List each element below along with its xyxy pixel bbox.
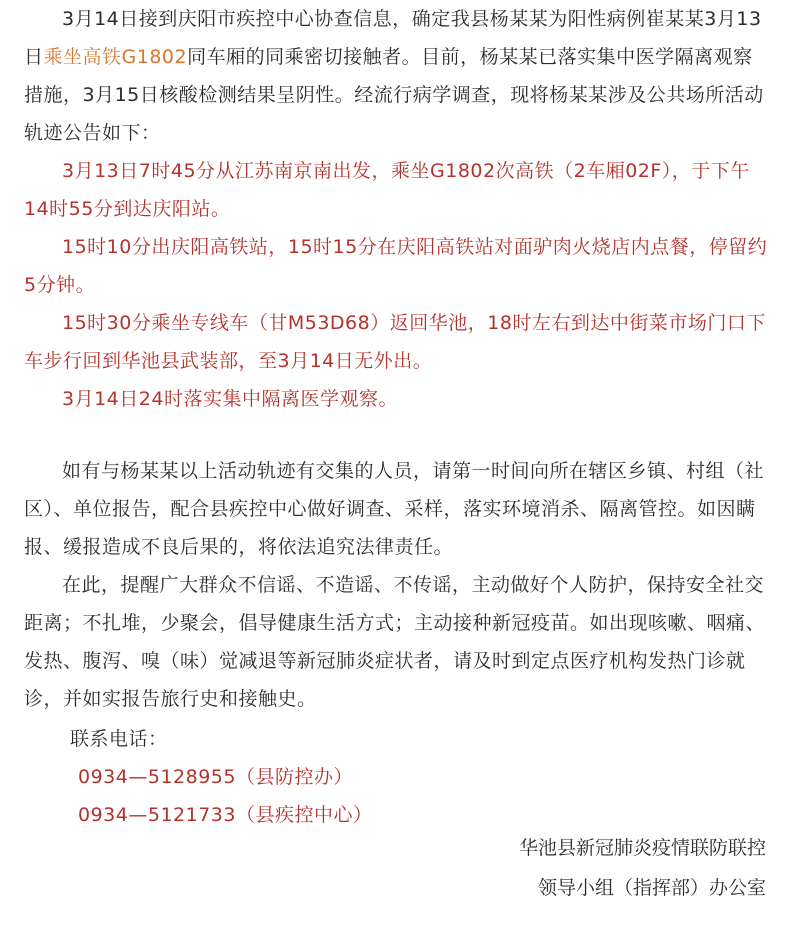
spacer	[24, 418, 770, 452]
track-item-3: 15时30分乘坐专线车（甘M53D68）返回华池，18时左右到达中街菜市场门口下车步行回到华池县武装部，至3月14日无外出。	[24, 312, 766, 372]
track-item-2: 15时10分出庆阳高铁站，15时15分在庆阳高铁站对面驴肉火烧店内点餐，停留约5分钟。	[24, 236, 768, 296]
signature-line-1: 华池县新冠肺炎疫情联防联控	[518, 837, 766, 859]
contact-label: 联系电话：	[70, 728, 168, 750]
intro-highlight: 乘坐高铁G1802	[43, 46, 188, 68]
phone-line-2: 0934—5121733（县疾控中心）	[78, 804, 373, 826]
intro-paragraph	[24, 0, 770, 152]
report-paragraph: 如有与杨某某以上活动轨迹有交集的人员，请第一时间向所在辖区乡镇、村组（社区）、单位报告，配合县疾控中心做好调查、采样，落实环境消杀、隔离管控。如因瞒报、缓报造成不良后果的，将依法追究法律责任。	[24, 460, 765, 558]
reminder-paragraph: 在此，提醒广大群众不信谣、不造谣、不传谣，主动做好个人防护，保持安全社交距离；不扎堆，少聚会，倡导健康生活方式；主动接种新冠疫苗。如出现咳嗽、咽痛、发热、腹泻、嗅（味）觉减退等新冠肺炎症状者，请及时到定点医疗机构发热门诊就诊，并如实报告旅行史和接触史。	[24, 574, 766, 710]
track-item-1: 3月13日7时45分从江苏南京南出发，乘坐G1802次高铁（2车厢02F），于下午14时55分到达庆阳站。	[24, 160, 750, 220]
intro-text-2: 同车厢的同乘密切接触者。目前，杨某某已落实集中医学隔离观察措施，3月15日核酸检测结果呈阴性。经流行病学调查，现将杨某某涉及公共场所活动轨迹公告如下：	[24, 46, 764, 144]
signature-line-2: 领导小组（指挥部）办公室	[537, 877, 766, 899]
intro-text-1: 3月14日接到庆阳市疾控中心协查信息，确定我县杨某某为阳性病例崔某某3月13日	[24, 8, 762, 68]
track-item-4: 3月14日24时落实集中隔离医学观察。	[62, 388, 398, 410]
phone-line-1: 0934—5128955（县防控办）	[78, 766, 353, 788]
